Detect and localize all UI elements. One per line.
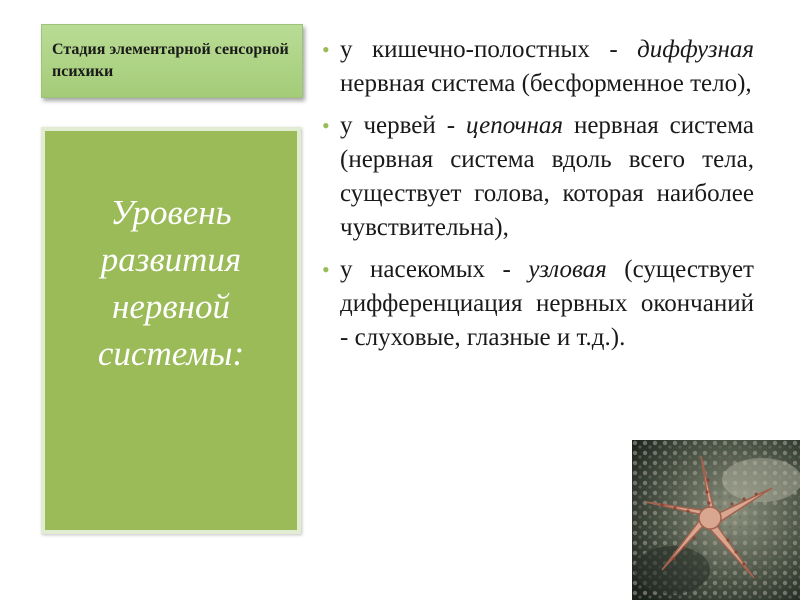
bullet-icon: •: [322, 112, 330, 138]
slide-title-box: [41, 24, 303, 98]
bullet-text-after: нервная система (нервная система вдоль всего тела, существует голова, которая наиболее чувствительна),: [340, 111, 754, 242]
bullet-text-after: нервная система (бесформенное тело),: [340, 70, 752, 98]
bullet-text-emphasis: диффузная: [637, 36, 754, 63]
bullet-text-before: у кишечно-полостных -: [340, 36, 638, 63]
bullet-list: [322, 33, 754, 363]
bullet-text-before: у червей -: [340, 111, 466, 139]
bullet-text-emphasis: узловая: [528, 255, 607, 283]
slide-title: Стадия элементарной сенсорной психики: [52, 41, 289, 80]
bullet-icon: •: [322, 37, 330, 62]
bullet-text-before: у насекомых -: [340, 255, 529, 283]
list-item: [322, 33, 754, 102]
side-panel-heading: Уровень развития нервной системы:: [97, 193, 245, 373]
starfish-image: [632, 440, 800, 600]
starfish-photo: [632, 440, 800, 600]
bullet-icon: •: [322, 256, 330, 282]
bullet-text-after: (существует дифференциация нервных окончаний - слуховые, глазные и т.д.).: [340, 255, 754, 352]
list-item: [322, 253, 754, 356]
list-item: [322, 109, 754, 246]
side-panel: [41, 127, 301, 534]
bullet-text-emphasis: цепочная: [465, 111, 563, 139]
